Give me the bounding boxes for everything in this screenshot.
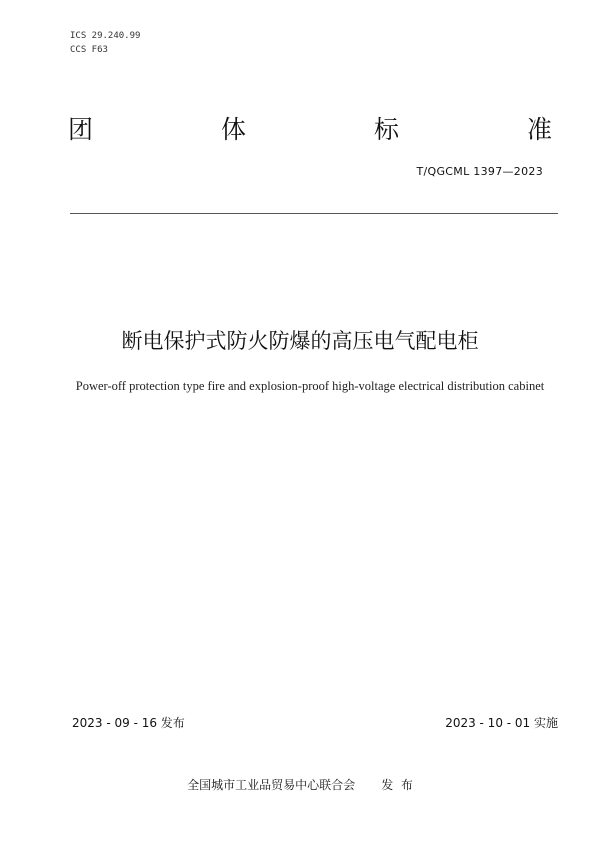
standard-type-char: 准 xyxy=(526,115,552,144)
standard-type-char: 团 xyxy=(68,115,94,144)
standard-number: T/QGCML 1397—2023 xyxy=(416,165,543,178)
ccs-code: CCS F63 xyxy=(70,45,108,55)
document-title-en: Power-off protection type fire and explosion-proof high-voltage electrical distribution cabinet xyxy=(75,379,545,393)
document-title-cn: 断电保护式防火防爆的高压电气配电柜 xyxy=(121,329,479,353)
header-divider xyxy=(70,213,558,214)
implementation-date: 2023 - 10 - 01 实施 xyxy=(445,716,558,730)
standard-type-heading xyxy=(68,115,552,145)
publish-date: 2023 - 09 - 16 发布 xyxy=(72,716,185,730)
standard-type-char: 体 xyxy=(220,115,246,144)
standard-type-char: 标 xyxy=(373,115,399,144)
ics-code: ICS 29.240.99 xyxy=(70,31,141,41)
publisher-organization: 全国城市工业品贸易中心联合会 xyxy=(187,778,356,792)
classification-codes xyxy=(70,29,140,57)
publisher-line xyxy=(0,777,600,793)
publisher-action: 发 布 xyxy=(381,778,413,792)
